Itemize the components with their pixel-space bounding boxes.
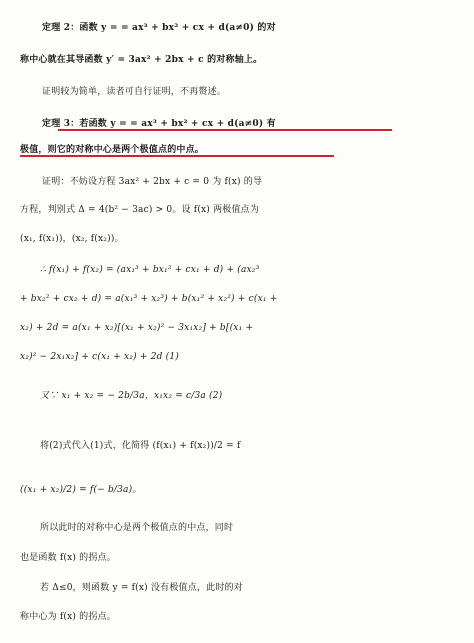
theorem3-line1: 定理 3：若函数 y = = ax³ + bx² + cx + d(a≠0) 有: [42, 119, 276, 129]
equation1-line1: ∴ f(x₁) + f(x₂) = (ax₁³ + bx₁² + cx₁ + d) + (ax₂³: [40, 265, 260, 275]
proof-line3: (x₁, f(x₁))，(x₂, f(x₂))。: [20, 234, 124, 244]
theorem3-line2: 极值，则它的对称中心是两个极值点的中点。: [20, 145, 205, 155]
substitution-line2: ((x₁ + x₂)/2) = f(− b/3a)。: [20, 485, 142, 495]
proof-note: 证明较为简单，读者可自行证明，不再赘述。: [42, 87, 227, 97]
equation1-line3: x₂) + 2d = a(x₁ + x₂)[(x₁ + x₂)² − 3x₁x₂] + b[(x₁ +: [20, 323, 254, 333]
equation1-line4: x₂)² − 2x₁x₂] + c(x₁ + x₂) + 2d (1): [20, 352, 179, 362]
conclusion-line1: 所以此时的对称中心是两个极值点的中点，同时: [40, 523, 234, 533]
proof-line1: 证明：不妨设方程 3ax² + 2bx + c = 0 为 f(x) 的导: [42, 177, 263, 187]
equation1-line2: + bx₂² + cx₂ + d) = a(x₁³ + x₂³) + b(x₁² + x₂²) + c(x₁ +: [20, 294, 278, 304]
remark-line1: 若 Δ≤0，则函数 y = f(x) 没有极值点，此时的对: [40, 583, 243, 593]
conclusion-line2: 也是函数 f(x) 的拐点。: [20, 553, 116, 563]
remark-line2: 称中心为 f(x) 的拐点。: [20, 612, 116, 622]
proof-line2: 方程，判别式 Δ = 4(b² − 3ac) > 0。设 f(x) 两极值点为: [20, 205, 260, 215]
equation2: 又∵ x₁ + x₂ = − 2b/3a，x₁x₂ = c/3a (2): [40, 391, 223, 401]
highlight-underline-2: [20, 155, 334, 157]
highlight-underline-1: [58, 129, 392, 131]
theorem2-line2: 称中心就在其导函数 y′ = 3ax² + 2bx + c 的对称轴上。: [20, 55, 263, 65]
theorem2-line1: 定理 2：函数 y = = ax³ + bx² + cx + d(a≠0) 的对: [42, 23, 276, 33]
substitution-line1: 将(2)式代入(1)式，化简得 (f(x₁) + f(x₂))/2 = f: [40, 441, 241, 451]
